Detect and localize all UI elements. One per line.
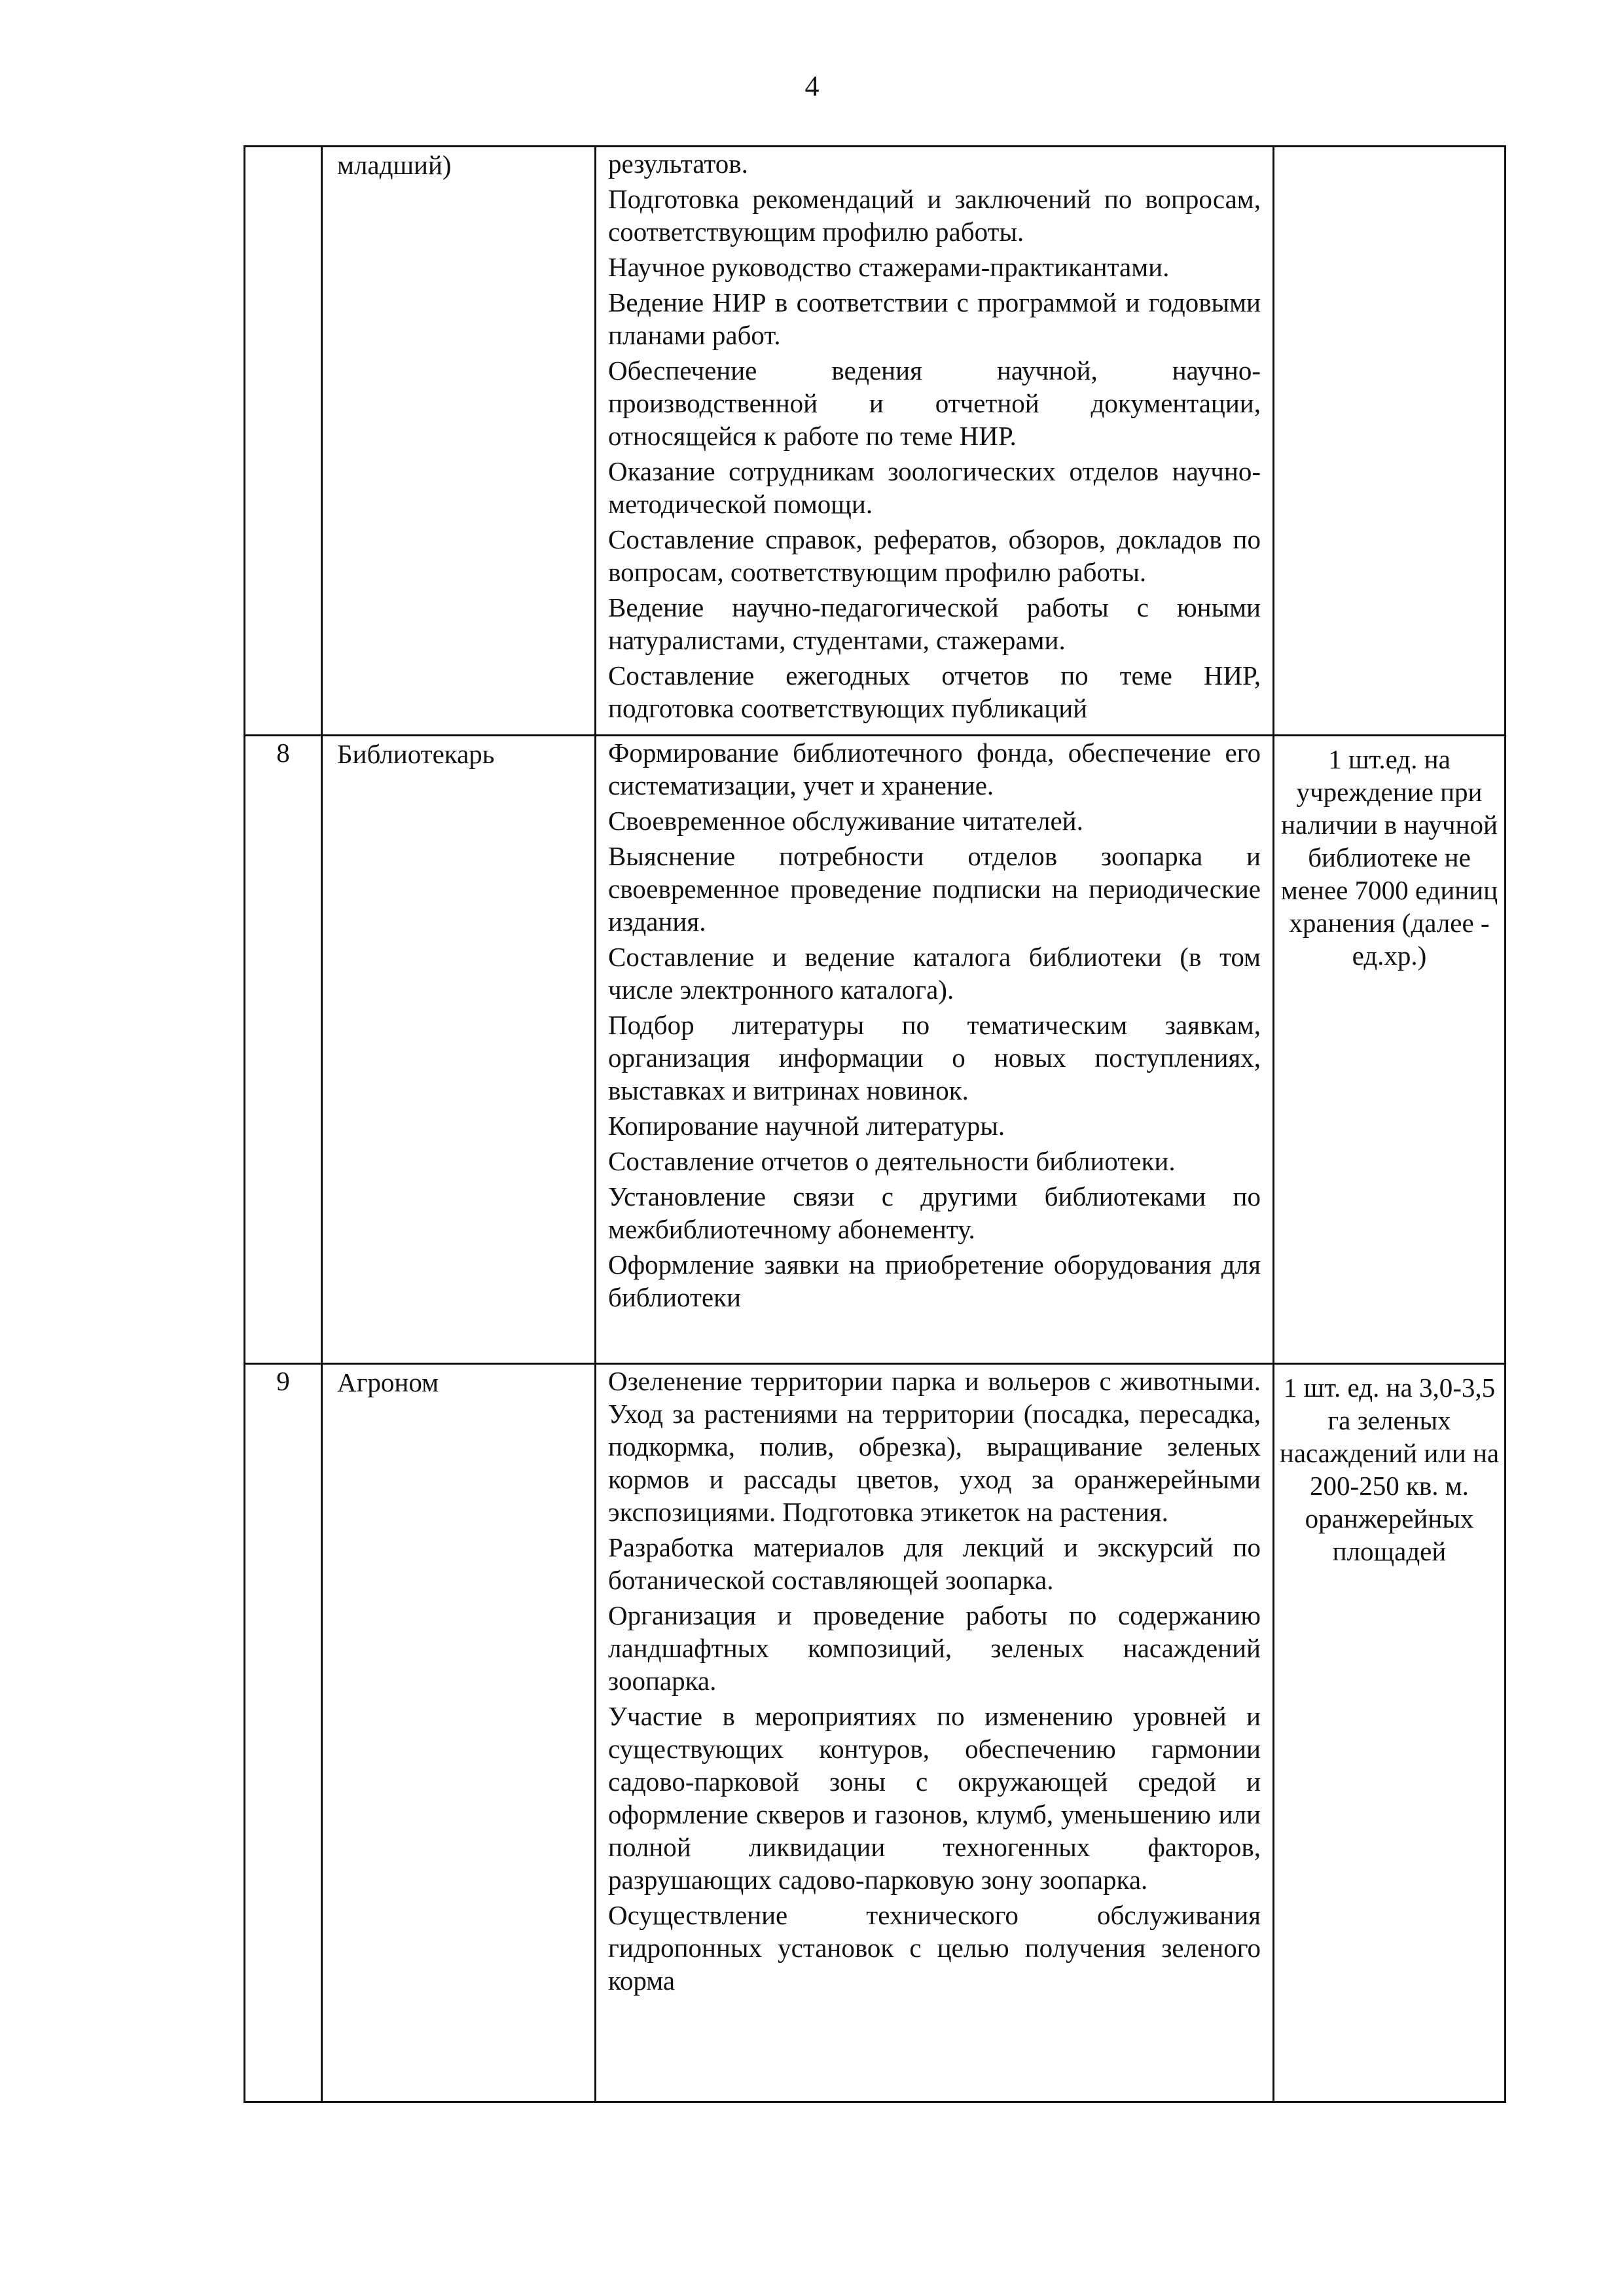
- position-cell: младший): [322, 147, 596, 736]
- duty-item: Установление связи с другими библиотеками по межбиблиотечному абонементу.: [608, 1181, 1261, 1244]
- duty-item: Участие в мероприятиях по изменению уровней и существующих контуров, обеспечению гармонии садово-парковой зоны с окружающей средой и оформление скверов и газонов, клумб, уменьшению или полной ликвидации техногенных факторов, разрушающих садово-парковую зону зоопарка.: [608, 1701, 1261, 1895]
- row-number-cell: 9: [245, 1364, 322, 2102]
- staff-table: [244, 145, 1506, 2103]
- duty-item: Организация и проведение работы по содержанию ландшафтных композиций, зеленых насаждений зоопарка.: [608, 1600, 1261, 1696]
- table-row: [245, 736, 1506, 1364]
- page-number: 4: [804, 70, 820, 102]
- table-row: [245, 147, 1506, 736]
- duty-item: результатов.: [608, 149, 748, 179]
- duty-item: Подбор литературы по тематическим заявкам, организация информации о новых поступлениях, выставках и витринах новинок.: [608, 1010, 1261, 1105]
- duties-cell: [596, 736, 1274, 1364]
- duty-item: Оформление заявки на приобретение оборудования для библиотеки: [608, 1249, 1261, 1312]
- duty-item: Обеспечение ведения научной, научно-производственной и отчетной документации, относящейся к работе по теме НИР.: [608, 355, 1261, 451]
- position-cell: Библиотекарь: [322, 736, 596, 1364]
- duty-item: Составление и ведение каталога библиотеки (в том числе электронного каталога).: [608, 942, 1261, 1005]
- norm-cell: 1 шт.ед. на учреждение при наличии в научной библиотеке не менее 7000 единиц хранения (далее - ед.хр.): [1274, 736, 1506, 1364]
- duty-item: Озеленение территории парка и вольеров с животными. Уход за растениями на территории (посадка, пересадка, подкормка, полив, обрезка), выращивание зеленых кормов и рассады цветов, уход за оранжерейными экспозициями. Подготовка этикеток на растения.: [608, 1366, 1261, 1527]
- duty-item: Оказание сотрудникам зоологических отделов научно-методической помощи.: [608, 456, 1261, 519]
- duty-item: Составление справок, рефератов, обзоров, докладов по вопросам, соответствующим профилю работы.: [608, 524, 1261, 587]
- norm-cell: 1 шт. ед. на 3,0-3,5 га зеленых насаждений или на 200-250 кв. м. оранжерейных площадей: [1274, 1364, 1506, 2102]
- norm-cell: [1274, 147, 1506, 736]
- duty-item: Научное руководство стажерами-практикантами.: [608, 252, 1170, 282]
- duty-item: Составление ежегодных отчетов по теме НИР, подготовка соответствующих публикаций: [608, 660, 1261, 723]
- duties-cell: [596, 147, 1274, 736]
- row-number-cell: 8: [245, 736, 322, 1364]
- duties-cell: [596, 1364, 1274, 2102]
- duty-item: Ведение НИР в соответствии с программой и годовыми планами работ.: [608, 287, 1261, 350]
- duty-item: Подготовка рекомендаций и заключений по вопросам, соответствующим профилю работы.: [608, 184, 1261, 247]
- duty-item: Разработка материалов для лекций и экскурсий по ботанической составляющей зоопарка.: [608, 1532, 1261, 1595]
- duty-item: Осуществление технического обслуживания гидропонных установок с целью получения зеленого корма: [608, 1900, 1261, 1996]
- duty-item: Копирование научной литературы.: [608, 1111, 1005, 1141]
- row-number-cell: [245, 147, 322, 736]
- duty-item: Формирование библиотечного фонда, обеспечение его систематизации, учет и хранение.: [608, 738, 1261, 800]
- duty-item: Ведение научно-педагогической работы с юными натуралистами, студентами, стажерами.: [608, 592, 1261, 655]
- duty-item: Своевременное обслуживание читателей.: [608, 806, 1083, 836]
- position-cell: Агроном: [322, 1364, 596, 2102]
- duty-item: Выяснение потребности отделов зоопарка и своевременное проведение подписки на периодические издания.: [608, 841, 1261, 937]
- table-row: [245, 1364, 1506, 2102]
- duty-item: Составление отчетов о деятельности библиотеки.: [608, 1146, 1176, 1176]
